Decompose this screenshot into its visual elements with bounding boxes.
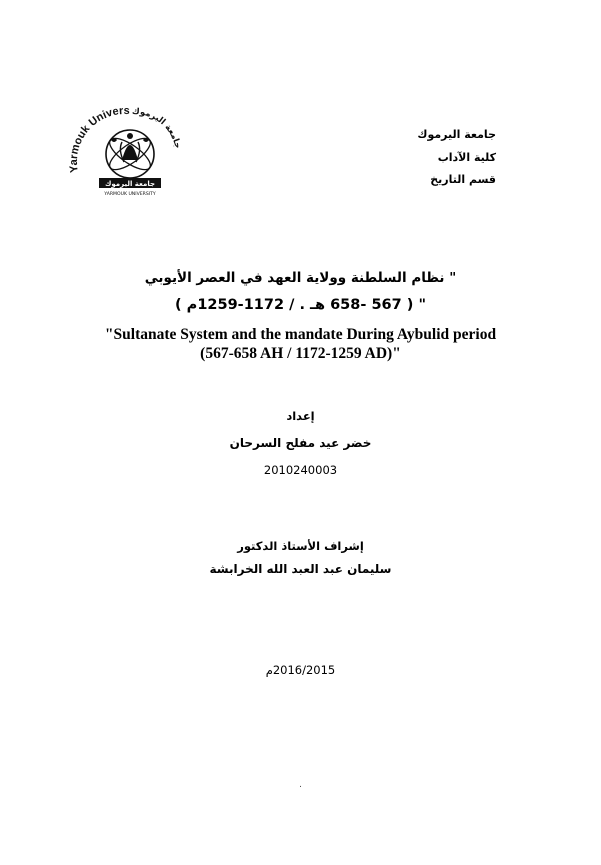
supervision-label: إشراف الأستاذ الدكتور [237, 539, 364, 553]
university-name: جامعة اليرموك [417, 128, 496, 141]
svg-text:Yarmouk University [66, 102, 130, 173]
thesis-dates-text: " ( 567 -658 هـ . / 1172-1259م ) [175, 297, 426, 313]
university-logo [66, 102, 191, 202]
institution-block [417, 124, 496, 192]
prepared-by-label: إعداد [286, 409, 315, 423]
student-id: 2010240003 [263, 463, 338, 477]
department-name: قسم التاريخ [430, 173, 496, 186]
thesis-title-english-line2: (567-658 AH / 1172-1259 AD)" [200, 345, 401, 362]
thesis-title-arabic: " نظام السلطنة وولاية العهد في العصر الأيوبي [144, 270, 457, 286]
logo-arc-text-ar: جامعة اليرموك [131, 106, 183, 150]
emblem-icon [105, 130, 155, 178]
logo-arc-text-en: Yarmouk Univers [67, 104, 130, 174]
thesis-title-english-line1: "Sultanate System and the mandate During Aybulid period [104, 326, 497, 343]
thesis-title-dates [0, 297, 601, 313]
author-name: خضر عيد مفلح السرحان [229, 436, 372, 450]
academic-year: 2016/2015م [265, 663, 336, 677]
logo-banner-ar: جامعة اليرموك [104, 180, 156, 188]
supervisor-name: سليمان عبد العبد الله الخرابشة [209, 562, 392, 576]
svg-text:جامعة اليرموك [132, 107, 183, 150]
logo-banner-en: YARMOUK UNIVERSITY [104, 192, 156, 197]
thesis-title-english [0, 325, 601, 363]
faculty-name: كلية الآداب [437, 150, 496, 164]
footer-mark: . [299, 780, 302, 790]
